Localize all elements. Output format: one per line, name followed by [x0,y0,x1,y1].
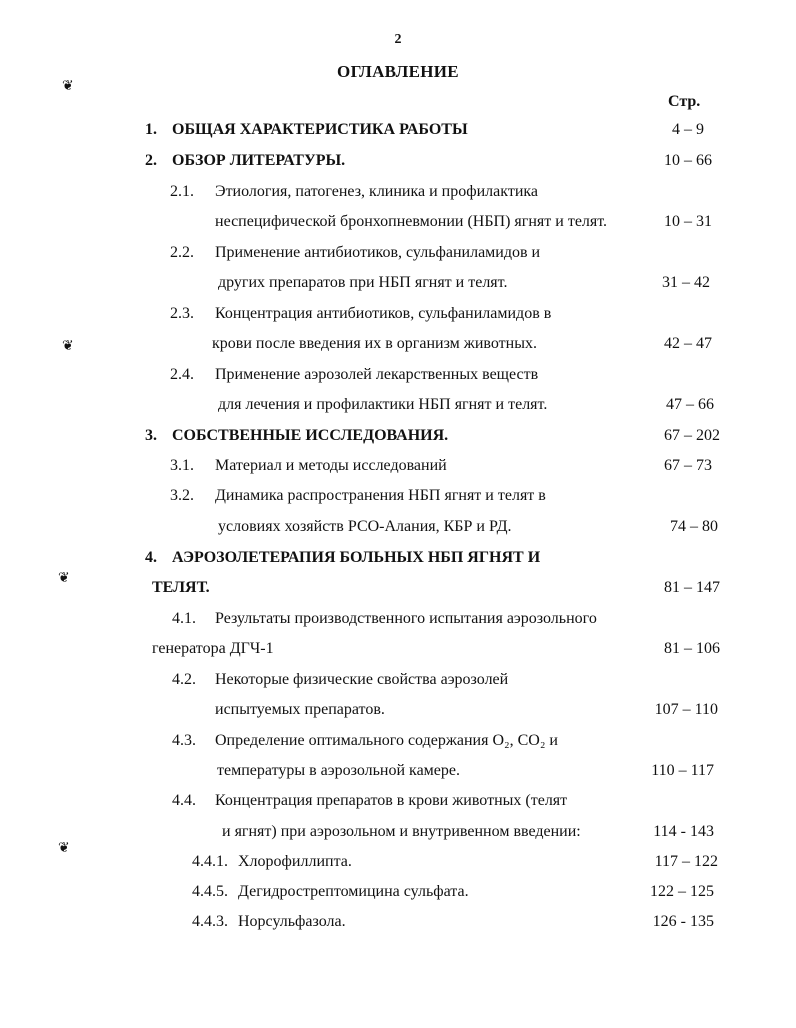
entry-pages: 126 - 135 [652,913,714,930]
toc-entry-continuation [0,579,796,605]
entry-title: и ягнят) при аэрозольном и внутривенном введении: [222,823,581,840]
entry-title: СОБСТВЕННЫЕ ИССЛЕДОВАНИЯ. [172,427,449,444]
page-number: 2 [394,32,402,47]
entry-pages: 42 – 47 [664,335,712,352]
entry-number: 4.4. [172,792,196,809]
toc-entry [0,152,796,178]
toc-entry [0,457,796,483]
entry-title: Концентрация препаратов в крови животных (телят [215,792,568,809]
toc-entry-continuation [0,274,796,300]
toc-entry-continuation [0,701,796,727]
toc-entry [0,732,796,758]
entry-pages: 122 – 125 [650,883,714,900]
entry-title: Концентрация антибиотиков, сульфаниламидов в [215,305,552,322]
margin-mark: ❦ [58,571,70,586]
entry-title: Применение антибиотиков, сульфаниламидов и [215,244,541,261]
entry-title: Норсульфазола. [238,913,346,930]
entry-pages: 67 – 73 [664,457,712,474]
entry-number: 2.1. [170,183,194,200]
entry-title: ТЕЛЯТ. [152,579,210,596]
entry-number: 4.4.5. [192,883,228,900]
toc-entry [0,671,796,697]
entry-title: генератора ДГЧ-1 [152,640,274,657]
entry-number: 3.2. [170,487,194,504]
entry-title: Применение аэрозолей лекарственных веществ [215,366,539,383]
entry-number: 4.4.3. [192,913,228,930]
entry-title: неспецифической бронхопневмонии (НБП) ягнят и телят. [215,213,608,230]
entry-number: 2.2. [170,244,194,261]
toc-entry-continuation [0,640,796,666]
entry-pages: 10 – 31 [664,213,712,230]
toc-entry [0,366,796,392]
entry-number: 2.3. [170,305,194,322]
entry-number: 4.3. [172,732,196,749]
entry-pages: 81 – 147 [664,579,720,596]
page-title: ОГЛАВЛЕНИЕ [337,62,459,81]
entry-pages: 47 – 66 [666,396,714,413]
entry-number: 4.2. [172,671,196,688]
toc-entry-continuation [0,518,796,544]
entry-title: Этиология, патогенез, клиника и профилактика [215,183,539,200]
entry-title: ОБЩАЯ ХАРАКТЕРИСТИКА РАБОТЫ [172,121,468,138]
entry-title: Некоторые физические свойства аэрозолей [215,671,509,688]
entry-title: Динамика распространения НБП ягнят и телят в [215,487,546,504]
toc-entry-continuation [0,213,796,239]
entry-title: АЭРОЗОЛЕТЕРАПИЯ БОЛЬНЫХ НБП ЯГНЯТ И [172,549,541,566]
toc-entry-continuation [0,396,796,422]
toc-entry [0,913,796,939]
toc-entry [0,244,796,270]
entry-pages: 10 – 66 [664,152,712,169]
toc-entry-continuation [0,762,796,788]
entry-number: 2.4. [170,366,194,383]
toc-entry-continuation [0,823,796,849]
entry-title: испытуемых препаратов. [215,701,385,718]
entry-pages: 74 – 80 [670,518,718,535]
entry-number: 3. [145,427,157,444]
entry-title: Определение оптимального содержания О₂, СО₂ и [215,732,558,749]
margin-mark: ❦ [62,339,74,354]
toc-entry [0,305,796,331]
entry-title: Хлорофиллипта. [238,853,352,870]
entry-title: температуры в аэрозольной камере. [217,762,461,779]
margin-mark: ❦ [62,79,74,94]
entry-pages: 67 – 202 [664,427,720,444]
entry-number: 4.1. [172,610,196,627]
entry-number: 4.4.1. [192,853,228,870]
entry-number: 2. [145,152,157,169]
entry-pages: 4 – 9 [672,121,704,138]
entry-number: 4. [145,549,157,566]
entry-number: 3.1. [170,457,194,474]
pages-column-header: Стр. [668,93,701,110]
toc-entry [0,792,796,818]
entry-pages: 110 – 117 [651,762,714,779]
entry-title: для лечения и профилактики НБП ягнят и телят. [218,396,548,413]
toc-entry-continuation [0,335,796,361]
margin-mark: ❦ [58,841,70,856]
entry-title: Материал и методы исследований [215,457,447,474]
toc-entry [0,853,796,879]
entry-title: условиях хозяйств РСО-Алания, КБР и РД. [218,518,512,535]
toc-entry [0,549,796,575]
entry-number: 1. [145,121,157,138]
entry-title: других препаратов при НБП ягнят и телят. [218,274,508,291]
toc-entry [0,883,796,909]
entry-pages: 31 – 42 [662,274,710,291]
entry-title: крови после введения их в организм животных. [212,335,537,352]
entry-title: ОБЗОР ЛИТЕРАТУРЫ. [172,152,346,169]
toc-entry [0,121,796,147]
entry-title: Дегидрострептомицина сульфата. [238,883,469,900]
entry-pages: 114 - 143 [653,823,714,840]
toc-entry [0,487,796,513]
toc-entry [0,183,796,209]
toc-entry [0,427,796,453]
entry-pages: 81 – 106 [664,640,720,657]
entry-pages: 117 – 122 [654,853,718,870]
entry-pages: 107 – 110 [654,701,718,718]
toc-entry [0,610,796,636]
entry-title: Результаты производственного испытания аэрозольного [215,610,597,627]
